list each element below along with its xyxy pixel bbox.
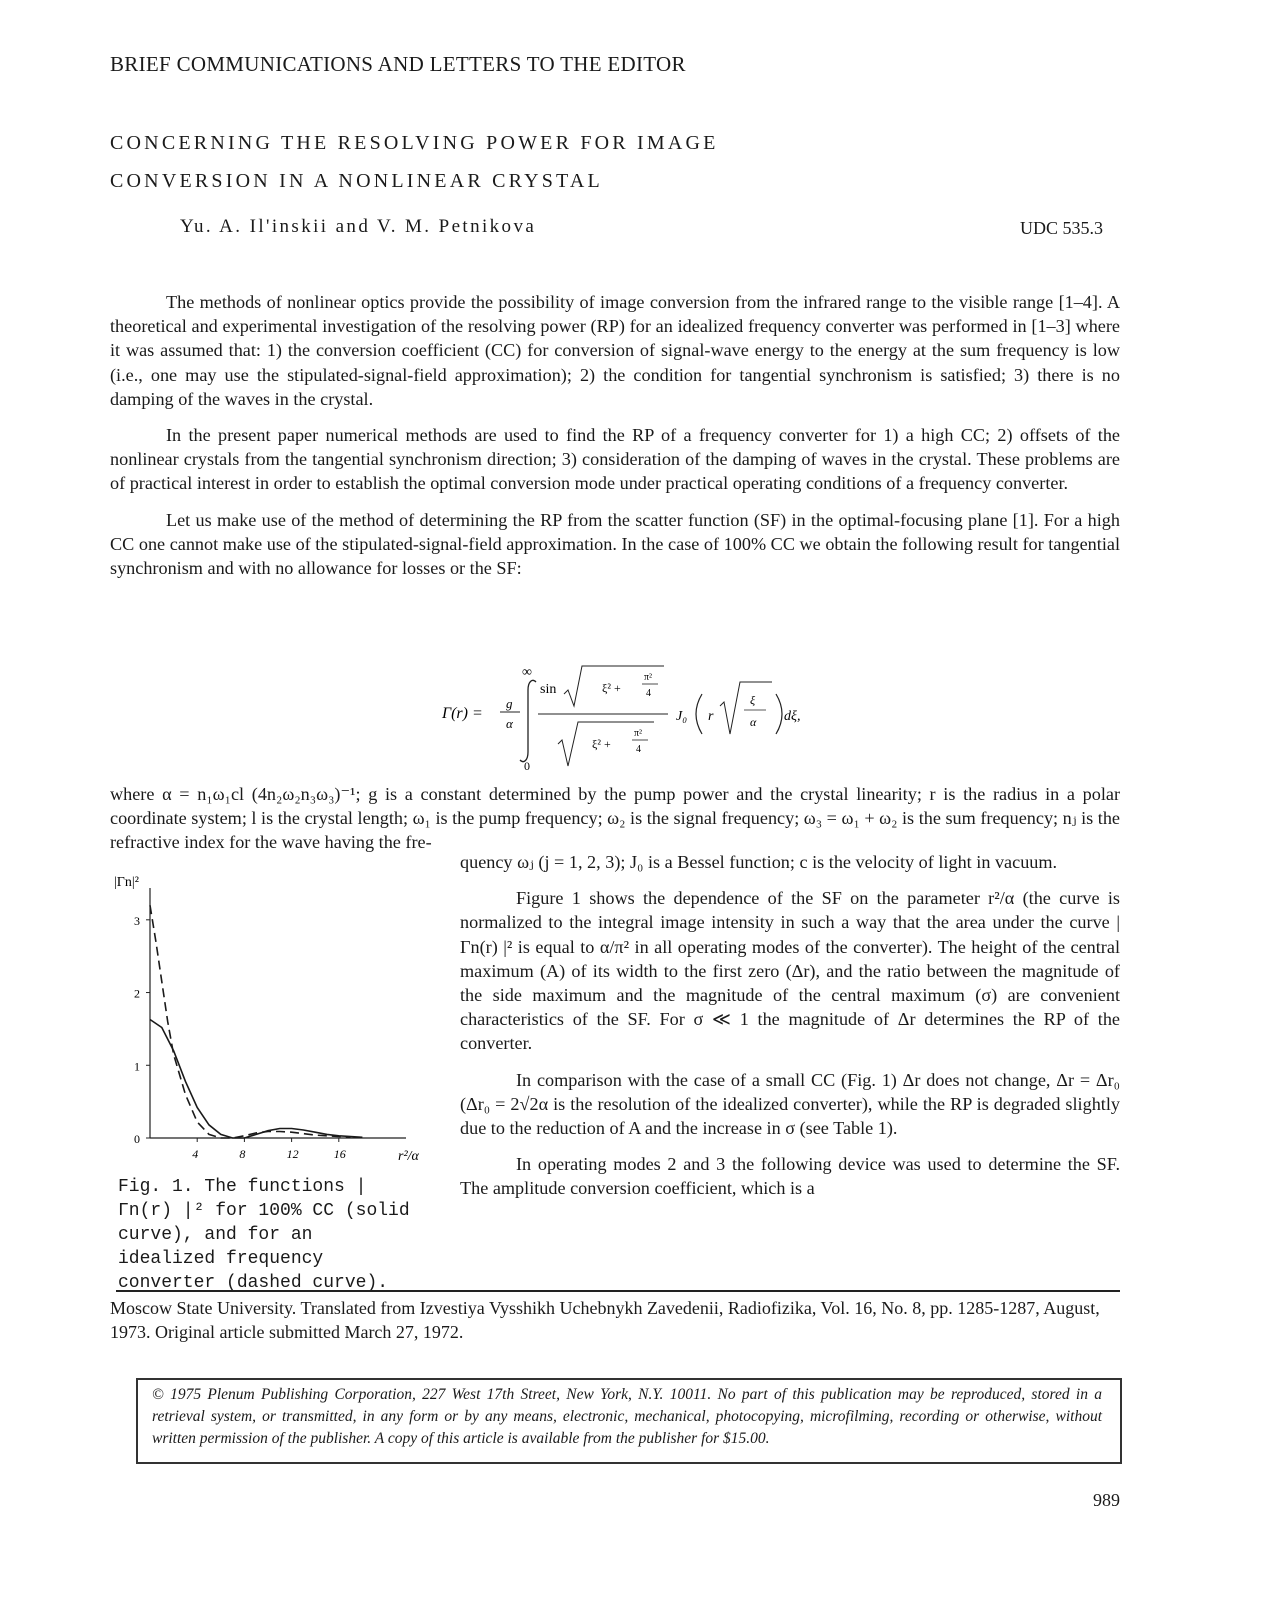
eq-xi2-bottom: ξ² +: [592, 737, 611, 751]
x-axis-label: r²/α: [398, 1149, 419, 1164]
eq-r: r: [708, 709, 714, 724]
eq-pi2-top: π²: [644, 672, 653, 683]
intro-paragraphs: [110, 290, 1120, 580]
eq-four-top: 4: [646, 688, 651, 699]
eq-sin: sin: [540, 682, 557, 697]
page-number: 989: [1093, 1490, 1120, 1510]
footnote-rule: [116, 1290, 1120, 1292]
paragraph-6: In comparison with the case of a small CC (Fig. 1) Δr does not change, Δr = Δr₀ (Δr₀ = 2√2α is the resolution of the idealized converter), while the RP is degraded slightly due to the reduction of A and the increase in σ (see Table 1).: [460, 1069, 1120, 1139]
article-title-line1: CONCERNING THE RESOLVING POWER FOR IMAGE: [110, 132, 719, 154]
integral-sign: [520, 680, 536, 761]
x-tick-label: 4: [192, 1147, 199, 1161]
right-column: [460, 850, 1120, 1213]
dashed-curve-idealized: [150, 905, 351, 1138]
y-tick-label: 2: [134, 986, 140, 1001]
paragraph-3: Let us make use of the method of determining the RP from the scatter function (SF) in the optimal-focusing plane [1]. For a high CC one cannot make use of the stipulated-signal-field approximation. In the case of 100% CC we obtain the following result for tangential synchronism and with no allowance for losses or the SF:: [110, 509, 1120, 579]
y-tick-label: 3: [134, 913, 140, 928]
x-tick-label: 12: [286, 1147, 299, 1161]
footnote-affiliation: Moscow State University. Translated from Izvestiya Vysshikh Uchebnykh Zavedenii, Radiofizika, Vol. 16, No. 8, pp. 1285-1287, August, 1973. Original article submitted March 27, 1972.: [110, 1298, 1100, 1342]
eq-xi: ξ: [750, 693, 756, 707]
eq-xi2-top: ξ² +: [602, 681, 621, 695]
x-tick-label: 16: [333, 1147, 346, 1161]
paragraph-4-continued: quency ωⱼ (j = 1, 2, 3); J₀ is a Bessel function; c is the velocity of light in vacuum.: [460, 852, 1058, 872]
copyright-notice: © 1975 Plenum Publishing Corporation, 227 West 17th Street, New York, N.Y. 10011. No part of this publication may be reproduced, stored in a retrieval system, or transmitted, in any form or by any means, electronic, mechanical, photocopying, microfilming, recording or otherwise, without written permission of the publisher. A copy of this article is available from the publisher for $15.00.: [152, 1386, 1102, 1447]
paragraph-7: In operating modes 2 and 3 the following device was used to determine the SF. The amplitude conversion coefficient, which is a: [460, 1154, 1120, 1199]
authors: Yu. A. Il'inskii and V. M. Petnikova: [180, 216, 537, 237]
y-tick-label: 0: [134, 1132, 140, 1146]
y-tick-label: 1: [134, 1059, 140, 1074]
paragraph-1: The methods of nonlinear optics provide the possibility of image conversion from the infrared range to the visible range [1–4]. A theoretical and experimental investigation of the resolving power (RP) for an idealized frequency converter was performed in [1–3] where it was assumed that: 1) the conversion coefficient (CC) for conversion of signal-wave energy to the energy at the sum frequency is low (i.e., one may use the stipulated-signal-field approximation); 2) the condition for tangential synchronism is satisfied; 3) there is no damping of the waves in the crystal.: [110, 292, 1120, 409]
figure-1: [110, 868, 440, 1168]
eq-upper-limit: ∞: [522, 665, 532, 680]
eq-factor-den: α: [506, 716, 513, 731]
paragraph-5: Figure 1 shows the dependence of the SF on the parameter r²/α (the curve is normalized to the integral image intensity in such a way that the area under the curve | Γn(r) |² is equal to α/π² in all operating modes of the converter). The height of the central maximum (A) of its width to the first zero (Δr), and the ratio between the magnitude of the side maximum and the magnitude of the central maximum (σ) are convenient characteristics of the SF. For σ ≪ 1 the magnitude of Δr determines the RP of the converter.: [460, 888, 1120, 1054]
article-title-line2: CONVERSION IN A NONLINEAR CRYSTAL: [110, 170, 603, 192]
figure-caption: Fig. 1. The functions | Γn(r) |² for 100% CC (solid curve), and for an idealized frequency converter (dashed curve).: [118, 1177, 410, 1293]
eq-lower-limit: 0: [524, 759, 530, 772]
y-axis-label: |Γn|²: [114, 875, 139, 890]
udc-code: UDC 535.3: [1020, 218, 1104, 238]
eq-factor-num: g: [506, 696, 513, 711]
eq-bessel: J₀: [676, 709, 688, 724]
paragraph-2: In the present paper numerical methods are used to find the RP of a frequency converter for 1) a high CC; 2) offsets of the nonlinear crystals from the tangential synchronism direction; 3) consideration of the damping of waves in the crystal. These problems are of practical interest in order to establish the optimal conversion mode under practical operating conditions of a frequency converter.: [110, 425, 1120, 494]
equation-scatter-function: [440, 660, 840, 772]
eq-lhs: Γ(r) =: [442, 705, 483, 722]
eq-four-bottom: 4: [636, 744, 641, 755]
paragraph-4: where α = n₁ω₁cl (4n₂ω₂n₃ω₃)⁻¹; g is a constant determined by the pump power and the crystal linearity; r is the radius in a polar coordinate system; l is the crystal length; ω₁ is the pump frequency; ω₂ is the signal frequency; ω₃ = ω₁ + ω₂ is the sum frequency; nⱼ is the refractive index for the wave having the fre-: [110, 784, 1120, 853]
eq-tail: dξ,: [784, 709, 801, 724]
eq-pi2-bottom: π²: [634, 728, 643, 739]
x-tick-label: 8: [239, 1147, 246, 1161]
eq-alpha: α: [750, 715, 757, 729]
solid-curve-100-cc: [150, 1020, 362, 1139]
section-heading: BRIEF COMMUNICATIONS AND LETTERS TO THE EDITOR: [110, 52, 686, 76]
